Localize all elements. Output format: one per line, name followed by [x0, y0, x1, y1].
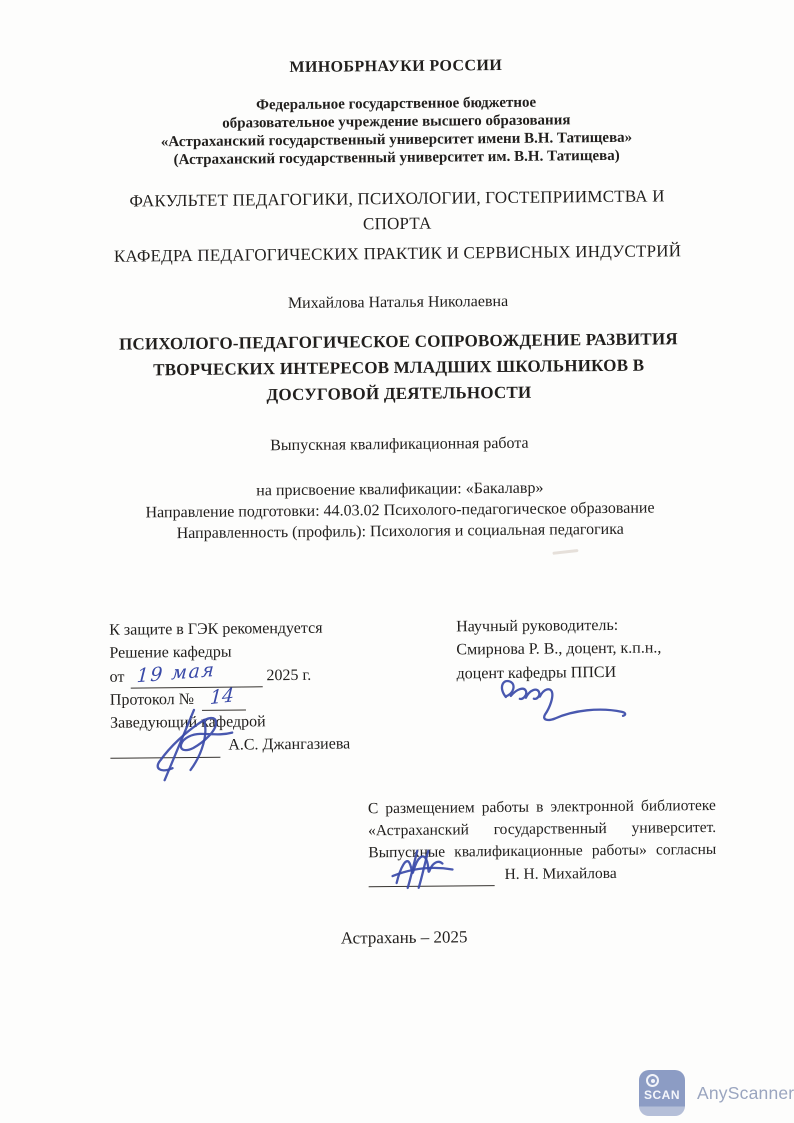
qualification-line: Направление подготовки: 44.03.02 Психолого-педагогическое образование: [145, 499, 655, 522]
thesis-title-line: ДОСУГОВОЙ ДЕЯТЕЛЬНОСТИ: [266, 382, 532, 405]
author-name: Михайлова Наталья Николаевна: [287, 292, 509, 313]
approval-decision: Решение кафедры: [109, 643, 232, 663]
date-suffix: 2025 г.: [266, 666, 312, 684]
handwritten-protocol-number: 14: [209, 684, 235, 710]
faculty-line: СПОРТА: [362, 213, 432, 234]
work-type-label: Выпускная квалификационная работа: [270, 434, 529, 455]
date-blank-line: [130, 658, 262, 688]
thesis-title: [28, 325, 769, 410]
consent-signer-name: Н. Н. Михайлова: [504, 864, 617, 883]
university-line: «Астраханский государственный университет имени В.Н. Татищева»: [160, 129, 633, 151]
library-consent-block: [368, 795, 717, 887]
supervisor-block: [456, 613, 757, 686]
date-prefix: от: [109, 668, 125, 686]
protocol-blank-line: [202, 684, 246, 711]
university-line: образовательное учреждение высшего образования: [222, 112, 571, 132]
department-heading: КАФЕДРА ПЕДАГОГИЧЕСКИХ ПРАКТИК И СЕРВИСНЫХ ИНДУСТРИЙ: [113, 241, 682, 266]
anyscanner-icon: [639, 1070, 685, 1116]
protocol-label: Протокол №: [109, 690, 195, 709]
qualification-block: [30, 475, 771, 545]
consent-signature-row: [368, 862, 716, 887]
city-year: Астрахань – 2025: [340, 927, 468, 948]
supervisor-position: доцент кафедры ППСИ: [456, 663, 617, 683]
handwritten-date: 19 мая: [135, 658, 216, 688]
approval-block: [109, 616, 410, 759]
faculty-heading: [27, 182, 767, 239]
head-name: А.С. Джангазиева: [228, 735, 351, 755]
consent-line: С размещением работы в электронной библиотеке: [367, 796, 716, 818]
protocol-row: [110, 686, 410, 712]
camera-lens-icon: [646, 1074, 659, 1087]
qualification-line: Направленность (профиль): Психология и социальная педагогика: [176, 520, 624, 543]
approval-recommendation: К защите в ГЭК рекомендуется: [109, 619, 323, 639]
consent-signature-line: [368, 868, 494, 887]
scan-icon-label: SCAN: [643, 1088, 680, 1102]
ministry-heading: МИНОБРНАУКИ РОССИИ: [289, 56, 503, 77]
head-signature-row: [110, 732, 410, 758]
scan-artifact: [552, 549, 578, 555]
thesis-title-line: ПСИХОЛОГО-ПЕДАГОГИЧЕСКОЕ СОПРОВОЖДЕНИЕ РАЗВИТИЯ: [118, 329, 678, 354]
university-block: [26, 91, 767, 170]
anyscanner-label: AnyScanner: [697, 1082, 794, 1103]
consent-line: «Астраханский государственный университет.: [368, 818, 717, 840]
head-title: Заведующий кафедрой: [109, 713, 266, 732]
approval-date-row: [109, 658, 410, 688]
anyscanner-watermark: [639, 1070, 794, 1116]
head-signature-line: [110, 739, 220, 758]
university-line: (Астраханский государственный университет им. В.Н. Татищева): [173, 147, 620, 169]
consent-line: Выпускные квалификационные работы» согласны: [368, 840, 717, 862]
faculty-line: ФАКУЛЬТЕТ ПЕДАГОГИКИ, ПСИХОЛОГИИ, ГОСТЕПРИИМСТВА И: [129, 186, 665, 211]
supervisor-label: Научный руководитель:: [456, 616, 619, 636]
thesis-title-line: ТВОРЧЕСКИХ ИНТЕРЕСОВ МЛАДШИХ ШКОЛЬНИКОВ В: [153, 355, 645, 380]
university-line: Федеральное государственное бюджетное: [256, 94, 537, 114]
qualification-line: на присвоение квалификации: «Бакалавр»: [256, 479, 544, 500]
supervisor-name: Смирнова Р. В., доцент, к.п.н.,: [456, 639, 662, 659]
